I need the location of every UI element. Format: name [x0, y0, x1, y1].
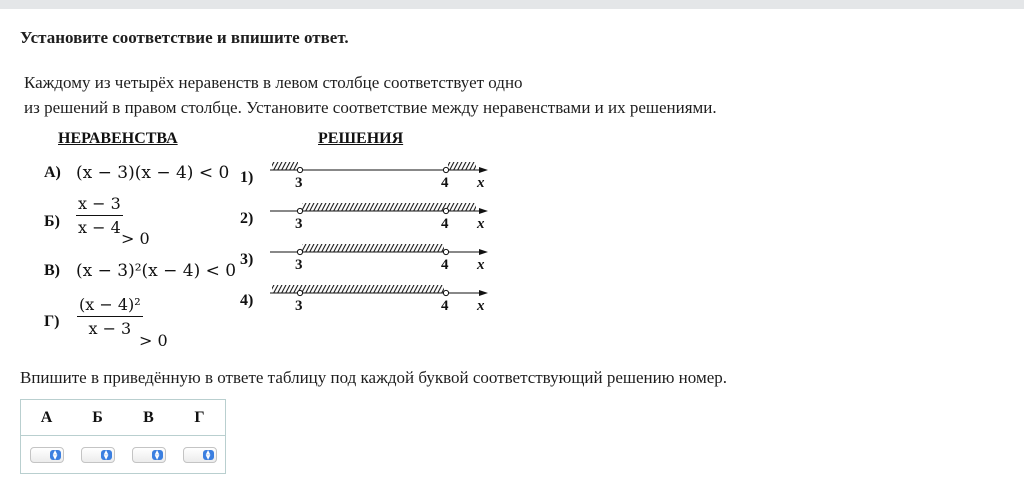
solution-3-label: 3): [240, 251, 254, 268]
solution-4-number-line: [266, 283, 494, 315]
axis-x-label: x: [477, 298, 485, 314]
solution-1-label: 1): [240, 169, 254, 186]
tick-label-left: 3: [295, 298, 303, 314]
inequality-b-denominator: x − 4: [78, 218, 121, 237]
task-text-line-1: Каждому из четырёх неравенств в левом столбце соответствует одно: [24, 73, 523, 92]
task-title: Установите соответствие и впишите ответ.: [20, 28, 349, 47]
open-point: [443, 290, 448, 295]
inequality-b-relation: > 0: [121, 229, 150, 248]
inequality-g-relation: > 0: [139, 331, 168, 350]
answer-table: [20, 399, 226, 474]
inequality-v-letter: В): [44, 262, 60, 279]
select-arrows-icon: ▲ ▼: [101, 450, 112, 460]
answer-cell-g: [174, 436, 226, 474]
solution-2-label: 2): [240, 210, 254, 227]
inequality-v-expr: (x − 3)²(x − 4) < 0: [76, 261, 237, 281]
open-point: [297, 208, 302, 213]
task-description: [24, 70, 717, 120]
select-arrows-icon: ▲ ▼: [203, 450, 214, 460]
answer-header-v: В: [123, 400, 174, 436]
answer-cell-a: [21, 436, 73, 474]
tick-label-right: 4: [441, 175, 449, 191]
inequality-g-denominator: x − 3: [88, 319, 132, 338]
solution-4-label: 4): [240, 292, 254, 309]
open-point: [297, 167, 302, 172]
fraction-bar: [77, 316, 143, 317]
answer-table-header-row: [21, 400, 226, 436]
top-bar: [0, 0, 1024, 9]
axis-arrow-icon: [479, 167, 488, 173]
answer-header-b: Б: [72, 400, 123, 436]
tick-label-left: 3: [295, 216, 303, 232]
solutions-header: РЕШЕНИЯ: [318, 130, 404, 147]
inequality-b-numerator: x − 3: [78, 194, 121, 213]
answer-cell-b: [72, 436, 123, 474]
hatch-region: [302, 203, 476, 211]
inequality-b-fraction: [76, 194, 123, 237]
axis-arrow-icon: [479, 249, 488, 255]
answer-cell-v: [123, 436, 174, 474]
solution-3-number-line: [266, 242, 494, 274]
axis-arrow-icon: [479, 208, 488, 214]
answer-select-b[interactable]: [81, 447, 115, 463]
answer-header-a: А: [21, 400, 73, 436]
answer-table-select-row: [21, 436, 226, 474]
axis-x-label: x: [477, 257, 485, 273]
tick-label-left: 3: [295, 257, 303, 273]
answer-select-a[interactable]: [30, 447, 64, 463]
tick-label-right: 4: [441, 216, 449, 232]
inequality-g-numerator: (x − 4)²: [79, 295, 141, 314]
inequality-b-letter: Б): [44, 213, 60, 230]
axis-x-label: x: [477, 175, 485, 191]
hatch-region: [272, 162, 298, 170]
open-point: [297, 290, 302, 295]
solution-1-number-line: [266, 160, 494, 192]
select-arrows-icon: ▲ ▼: [50, 450, 61, 460]
answer-instruction: Впишите в приведённую в ответе таблицу под каждой буквой соответствующий решению номер.: [20, 368, 728, 387]
answer-select-g[interactable]: [183, 447, 217, 463]
tick-label-right: 4: [441, 257, 449, 273]
inequality-g-letter: Г): [44, 313, 60, 330]
answer-select-v[interactable]: [132, 447, 166, 463]
task-text-line-2: из решений в правом столбце. Установите соответствие между неравенствами и их решениями.: [24, 98, 717, 117]
open-point: [443, 167, 448, 172]
inequality-a-letter: А): [44, 164, 61, 181]
answer-header-g: Г: [174, 400, 226, 436]
fraction-bar: [76, 215, 123, 216]
inequality-g-fraction: [77, 295, 143, 338]
open-point: [443, 249, 448, 254]
tick-label-left: 3: [295, 175, 303, 191]
axis-x-label: x: [477, 216, 485, 232]
solution-2-number-line: [266, 201, 494, 233]
hatch-region: [448, 162, 476, 170]
inequality-a-expr: (x − 3)(x − 4) < 0: [76, 163, 230, 183]
select-arrows-icon: ▲ ▼: [152, 450, 163, 460]
axis-arrow-icon: [479, 290, 488, 296]
tick-label-right: 4: [441, 298, 449, 314]
hatch-region: [302, 244, 444, 252]
inequalities-header: НЕРАВЕНСТВА: [58, 130, 178, 147]
open-point: [443, 208, 448, 213]
open-point: [297, 249, 302, 254]
